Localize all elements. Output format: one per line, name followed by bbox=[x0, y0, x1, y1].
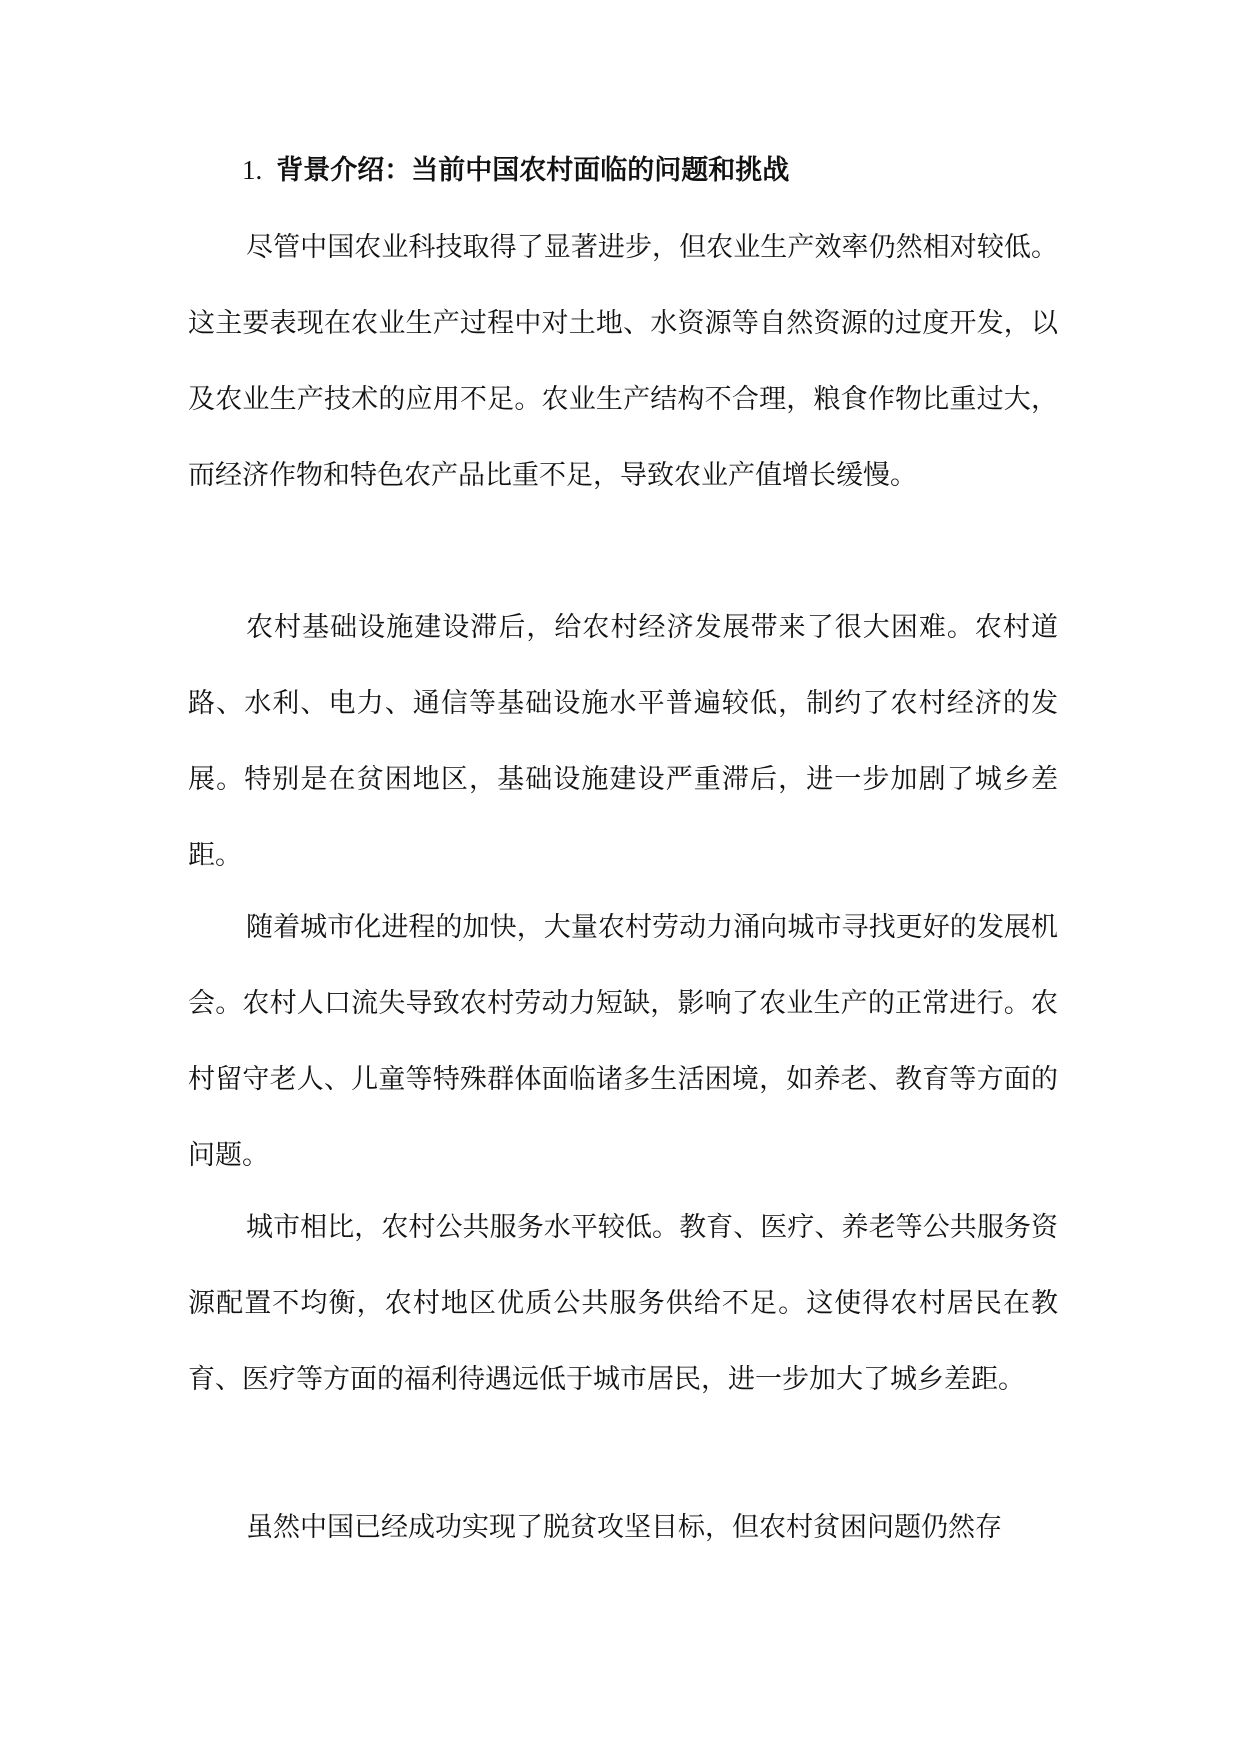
paragraph-text: 虽然中国已经成功实现了脱贫攻坚目标，但农村贫困问题仍然存 bbox=[246, 1512, 1002, 1543]
section-title: 背景介绍：当前中国农村面临的问题和挑战 bbox=[276, 155, 790, 186]
paragraph-public-services bbox=[188, 1190, 1058, 1418]
paragraph-labor-migration bbox=[188, 890, 1058, 1194]
paragraph-text: 城市相比，农村公共服务水平较低。教育、医疗、养老等公共服务资源配置不均衡，农村地区优质公共服务供给不足。这使得农村居民在教育、医疗等方面的福利待遇远低于城市居民，进一步加大了城乡差距。 bbox=[188, 1212, 1058, 1395]
paragraph-infrastructure bbox=[188, 590, 1058, 894]
paragraph-text: 农村基础设施建设滞后，给农村经济发展带来了很大困难。农村道路、水利、电力、通信等基础设施水平普遍较低，制约了农村经济的发展。特别是在贫困地区，基础设施建设严重滞后，进一步加剧了城乡差距。 bbox=[188, 612, 1058, 871]
paragraph-poverty bbox=[188, 1490, 1058, 1566]
paragraph-text: 尽管中国农业科技取得了显著进步，但农业生产效率仍然相对较低。这主要表现在农业生产过程中对土地、水资源等自然资源的过度开发，以及农业生产技术的应用不足。农业生产结构不合理，粮食作物比重过大，而经济作物和特色农产品比重不足，导致农业产值增长缓慢。 bbox=[188, 232, 1058, 491]
section-number: 1. bbox=[242, 155, 263, 185]
section-heading bbox=[242, 150, 789, 191]
paragraph-agriculture-efficiency bbox=[188, 210, 1058, 514]
paragraph-text: 随着城市化进程的加快，大量农村劳动力涌向城市寻找更好的发展机会。农村人口流失导致农村劳动力短缺，影响了农业生产的正常进行。农村留守老人、儿童等特殊群体面临诸多生活困境，如养老、教育等方面的问题。 bbox=[188, 912, 1058, 1171]
